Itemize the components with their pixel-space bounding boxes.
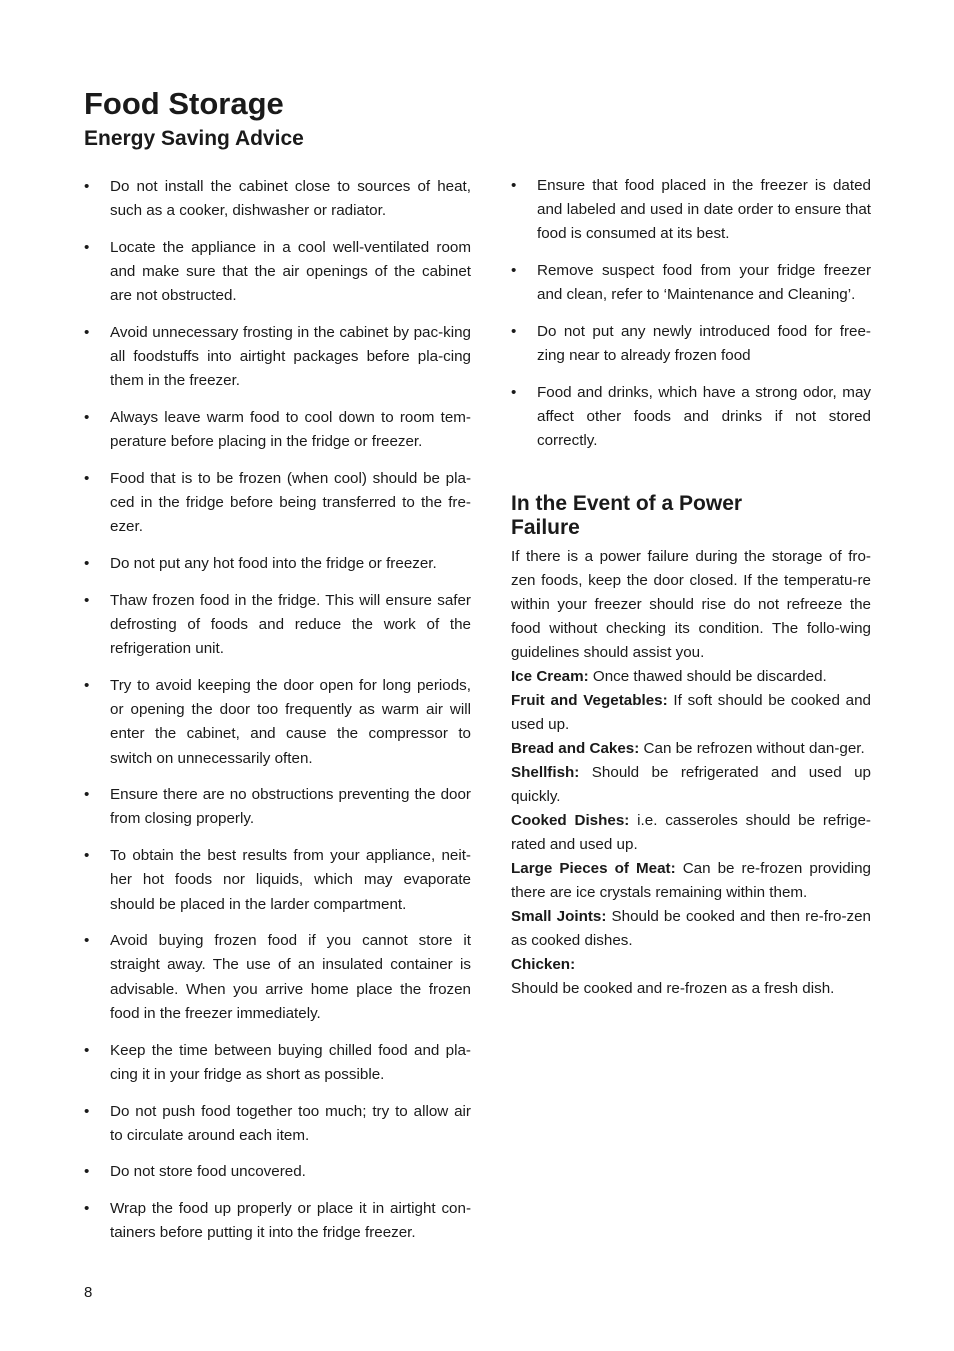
- bullet-icon: •: [84, 470, 90, 488]
- list-item-text: Always leave warm food to cool down to room tem-perature before placing in the fridge or freezer.: [110, 409, 471, 451]
- list-item: [511, 320, 871, 368]
- list-item-text: Avoid unnecessary frosting in the cabinet by pac-king all foodstuffs into airtight packages before pla-cing them in the freezer.: [110, 324, 471, 390]
- list-item: [84, 844, 471, 917]
- bullet-icon: •: [84, 324, 90, 342]
- list-item-text: Ensure there are no obstructions preventing the door from closing properly.: [110, 786, 471, 828]
- list-item-text: Wrap the food up properly or place it in airtight con-tainers before putting it into the fridge freezer.: [110, 1200, 471, 1242]
- bullet-icon: •: [84, 1163, 90, 1181]
- guideline-text: Once thawed should be discarded.: [588, 667, 827, 685]
- guideline-text: If soft should be cooked and used up.: [511, 691, 871, 733]
- list-item-text: Do not store food uncovered.: [110, 1163, 306, 1181]
- bullet-icon: •: [84, 676, 90, 694]
- list-item: [84, 1100, 471, 1148]
- list-item-text: To obtain the best results from your appliance, neit-her hot foods nor liquids, which may evaporate should be placed in the larder compartment.: [110, 847, 471, 913]
- bullet-icon: •: [511, 262, 517, 280]
- bullet-icon: •: [511, 323, 517, 341]
- list-item: [84, 1039, 471, 1087]
- list-item-text: Try to avoid keeping the door open for long periods, or opening the door too frequently as warm air will enter the cabinet, and cause the compressor to switch on unnecessarily often.: [110, 676, 471, 767]
- bullet-icon: •: [84, 932, 90, 950]
- list-item-text: Avoid buying frozen food if you cannot store it straight away. The use of an insulated container is advisable. When you arrive home place the frozen food in the freezer immediately.: [110, 932, 471, 1022]
- guideline-item: [511, 689, 871, 737]
- guideline-item: [511, 761, 871, 809]
- section-subtitle: Energy Saving Advice: [84, 127, 304, 150]
- bullet-icon: •: [511, 177, 517, 194]
- guideline-label: Cooked Dishes:: [511, 811, 630, 829]
- list-item: [84, 467, 471, 540]
- list-item-text: Do not push food together too much; try to allow air to circulate around each item.: [110, 1102, 471, 1144]
- storage-advice-list: [511, 174, 871, 454]
- list-item-text: Food that is to be frozen (when cool) should be pla-ced in the fridge before being transferred to the fre-ezer.: [110, 470, 471, 536]
- guideline-text: i.e. casseroles should be refrige-rated and used up.: [511, 811, 871, 853]
- guideline-label: Bread and Cakes:: [511, 739, 640, 757]
- bullet-icon: •: [84, 1041, 90, 1059]
- list-item: [84, 589, 471, 662]
- page-title: Food Storage: [84, 86, 284, 121]
- guideline-text: Can be re-frozen providing there are ice crystals remaining within them.: [511, 859, 871, 901]
- bullet-icon: •: [84, 555, 90, 573]
- guideline-text: Can be refrozen without dan-ger.: [639, 739, 865, 757]
- bullet-icon: •: [84, 409, 90, 427]
- left-column: [84, 175, 471, 1258]
- guideline-item: [511, 905, 871, 953]
- chicken-guideline-text: Should be cooked and re-frozen as a fresh dish.: [511, 979, 835, 997]
- guideline-label: Small Joints:: [511, 907, 607, 925]
- bullet-icon: •: [84, 786, 90, 804]
- guideline-item: [511, 665, 871, 689]
- right-column: [511, 174, 871, 1001]
- list-item: [511, 381, 871, 454]
- list-item-text: Do not put any newly introduced food for free-zing near to already frozen food: [537, 323, 871, 365]
- list-item: [84, 406, 471, 454]
- list-item: [84, 175, 471, 223]
- list-item-text: Ensure that food placed in the freezer is dated and labeled and used in date order to ensure that food is consumed at its best.: [537, 177, 871, 243]
- list-item: [84, 1197, 471, 1245]
- bullet-icon: •: [84, 1200, 90, 1218]
- bullet-icon: •: [84, 591, 90, 609]
- guideline-label: Large Pieces of Meat:: [511, 859, 676, 877]
- page-number: 8: [84, 1284, 93, 1301]
- list-item-text: Keep the time between buying chilled food and pla-cing it in your fridge as short as possible.: [110, 1041, 471, 1083]
- power-failure-guidelines: [511, 665, 871, 977]
- list-item-text: Food and drinks, which have a strong odor, may affect other foods and drinks if not stored correctly.: [537, 383, 871, 450]
- power-failure-heading: In the Event of a Power Failure: [511, 491, 743, 539]
- list-item: [84, 552, 471, 576]
- list-item-text: Thaw frozen food in the fridge. This will ensure safer defrosting of foods and reduce the work of the refrigeration unit.: [110, 591, 471, 658]
- guideline-text: Should be cooked and then re-fro-zen as cooked dishes.: [511, 907, 871, 949]
- list-item: [84, 321, 471, 394]
- guideline-text: Should be refrigerated and used up quickly.: [511, 763, 871, 805]
- list-item-text: Locate the appliance in a cool well-ventilated room and make sure that the air openings of the cabinet are not obstructed.: [110, 238, 471, 305]
- guideline-item: [511, 857, 871, 905]
- list-item-text: Do not install the cabinet close to sources of heat, such as a cooker, dishwasher or radiator.: [110, 178, 471, 220]
- list-item-text: Do not put any hot food into the fridge or freezer.: [110, 555, 437, 573]
- bullet-icon: •: [84, 847, 90, 865]
- bullet-icon: •: [84, 178, 90, 195]
- guideline-label: Shellfish:: [511, 763, 580, 781]
- guideline-item: [511, 953, 871, 977]
- bullet-icon: •: [511, 383, 517, 401]
- list-item-text: Remove suspect food from your fridge freezer and clean, refer to ‘Maintenance and Cleaning’.: [537, 262, 871, 304]
- list-item: [511, 174, 871, 247]
- power-failure-intro: If there is a power failure during the storage of fro-zen foods, keep the door closed. If the temperatu-re within your freezer should rise do not refreeze the food without checking its condition. The follo-wing guidelines should assist you.: [511, 547, 871, 661]
- guideline-label: Fruit and Vegetables:: [511, 691, 668, 709]
- list-item: [84, 1160, 471, 1184]
- guideline-item: [511, 737, 871, 761]
- guideline-label: Ice Cream:: [511, 667, 589, 685]
- list-item: [84, 236, 471, 309]
- list-item: [84, 674, 471, 771]
- list-item: [511, 259, 871, 307]
- guideline-label: Chicken:: [511, 955, 576, 973]
- bullet-icon: •: [84, 238, 90, 256]
- energy-advice-list: [84, 175, 471, 1246]
- guideline-item: [511, 809, 871, 857]
- list-item: [84, 929, 471, 1026]
- list-item: [84, 783, 471, 831]
- bullet-icon: •: [84, 1102, 90, 1120]
